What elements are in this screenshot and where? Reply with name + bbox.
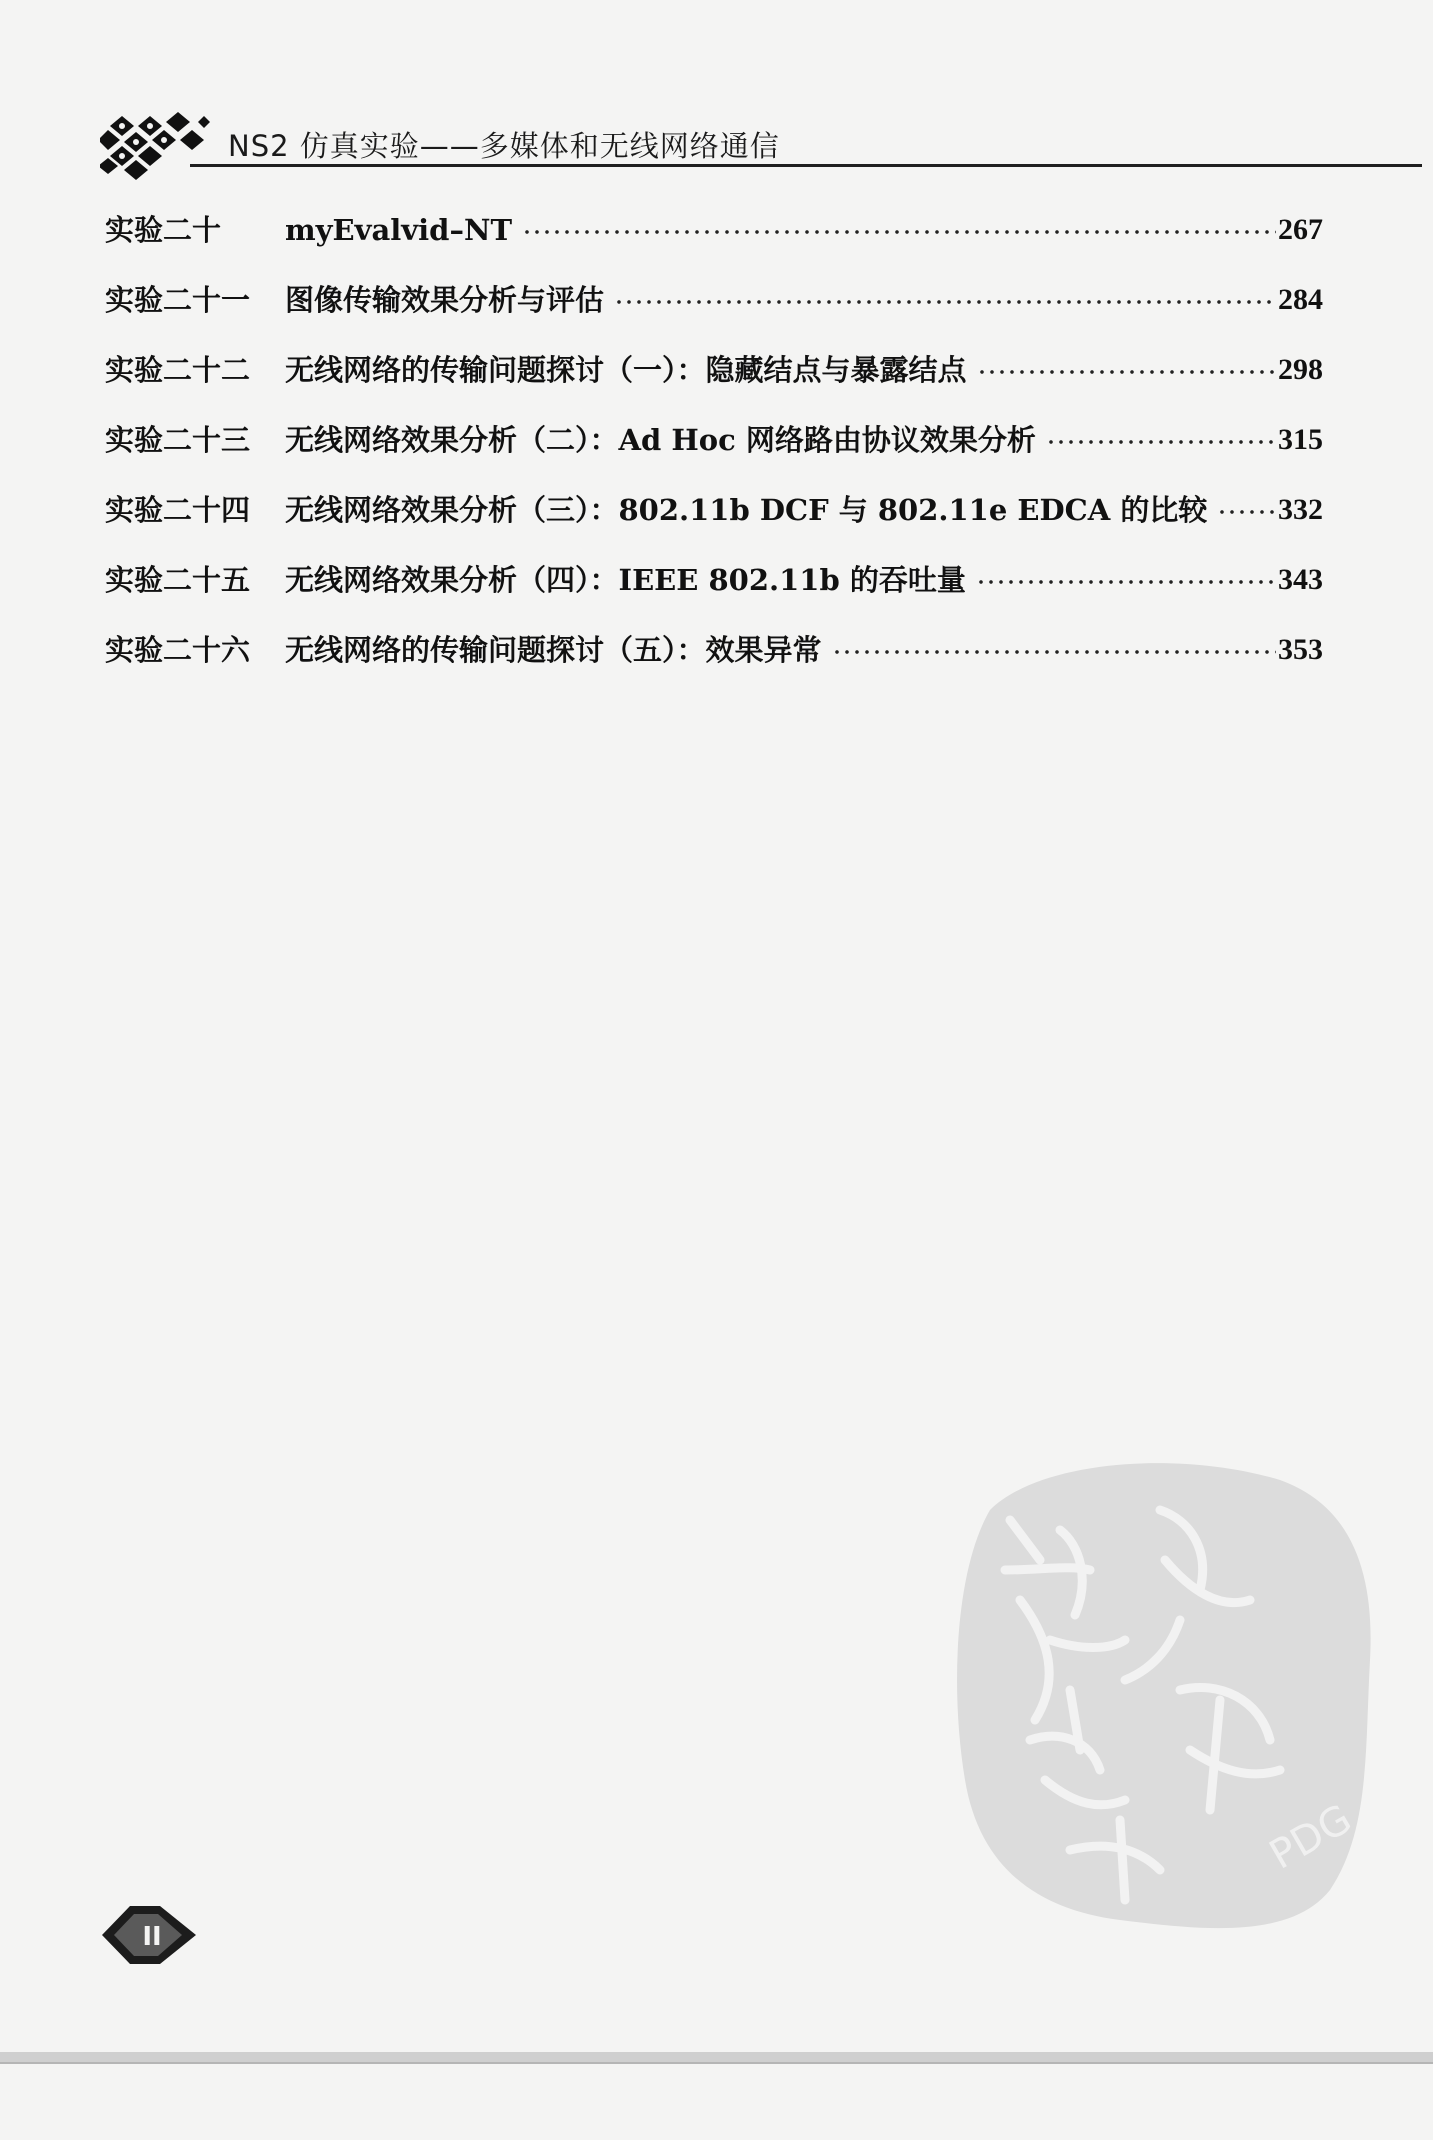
toc-entry-page: 353 bbox=[1278, 633, 1323, 666]
toc-entry[interactable] bbox=[105, 475, 1323, 545]
toc-entry-title: 无线网络效果分析（三）：802.11b DCF 与 802.11e EDCA 的比较 bbox=[285, 492, 1208, 527]
page-number-marker bbox=[100, 1900, 200, 1970]
table-of-contents bbox=[105, 195, 1323, 685]
toc-entry-label: 实验二十二 bbox=[105, 352, 251, 387]
toc-entry-page: 332 bbox=[1278, 493, 1323, 526]
toc-leader-dots bbox=[614, 295, 1276, 309]
toc-entry[interactable] bbox=[105, 265, 1323, 335]
toc-entry-label: 实验二十六 bbox=[105, 632, 251, 667]
toc-entry-page: 298 bbox=[1278, 353, 1323, 386]
toc-leader-dots bbox=[832, 645, 1276, 659]
toc-entry-label: 实验二十三 bbox=[105, 422, 251, 457]
toc-entry-title: 无线网络效果分析（四）：IEEE 802.11b 的吞吐量 bbox=[285, 562, 966, 597]
toc-entry-title: 无线网络的传输问题探讨（一）：隐藏结点与暴露结点 bbox=[285, 352, 967, 387]
toc-entry-title: 图像传输效果分析与评估 bbox=[285, 282, 605, 317]
toc-leader-dots bbox=[522, 225, 1276, 239]
stamp-watermark-text: PDG bbox=[1262, 1795, 1360, 1879]
toc-entry-label: 实验二十一 bbox=[105, 282, 251, 317]
toc-entry-title: myEvalvid–NT bbox=[285, 212, 513, 247]
toc-leader-dots bbox=[1046, 435, 1276, 449]
toc-entry[interactable] bbox=[105, 615, 1323, 685]
header-rule bbox=[190, 164, 1422, 167]
toc-leader-dots bbox=[976, 575, 1276, 589]
seal-stamp-watermark bbox=[950, 1450, 1380, 1940]
toc-entry[interactable] bbox=[105, 405, 1323, 475]
diamond-logo-icon bbox=[100, 112, 210, 184]
page-bottom-edge bbox=[0, 2052, 1433, 2062]
toc-entry-label: 实验二十四 bbox=[105, 492, 251, 527]
page-header bbox=[100, 112, 1325, 184]
toc-leader-dots bbox=[977, 365, 1276, 379]
toc-entry-label: 实验二十 bbox=[105, 212, 222, 247]
toc-entry-page: 284 bbox=[1278, 283, 1323, 316]
toc-entry-title: 无线网络效果分析（二）：Ad Hoc 网络路由协议效果分析 bbox=[285, 422, 1036, 457]
toc-entry-page: 315 bbox=[1278, 423, 1323, 456]
toc-entry-label: 实验二十五 bbox=[105, 562, 251, 597]
toc-entry-title: 无线网络的传输问题探讨（五）：效果异常 bbox=[285, 632, 822, 667]
page-bottom-line bbox=[0, 2062, 1433, 2064]
toc-entry[interactable] bbox=[105, 195, 1323, 265]
header-title: NS2 仿真实验——多媒体和无线网络通信 bbox=[228, 129, 780, 163]
toc-entry-page: 343 bbox=[1278, 563, 1323, 596]
toc-entry[interactable] bbox=[105, 545, 1323, 615]
toc-entry-page: 267 bbox=[1278, 213, 1323, 246]
toc-leader-dots bbox=[1217, 505, 1276, 519]
toc-entry[interactable] bbox=[105, 335, 1323, 405]
page-number-text: II bbox=[142, 1922, 162, 1952]
